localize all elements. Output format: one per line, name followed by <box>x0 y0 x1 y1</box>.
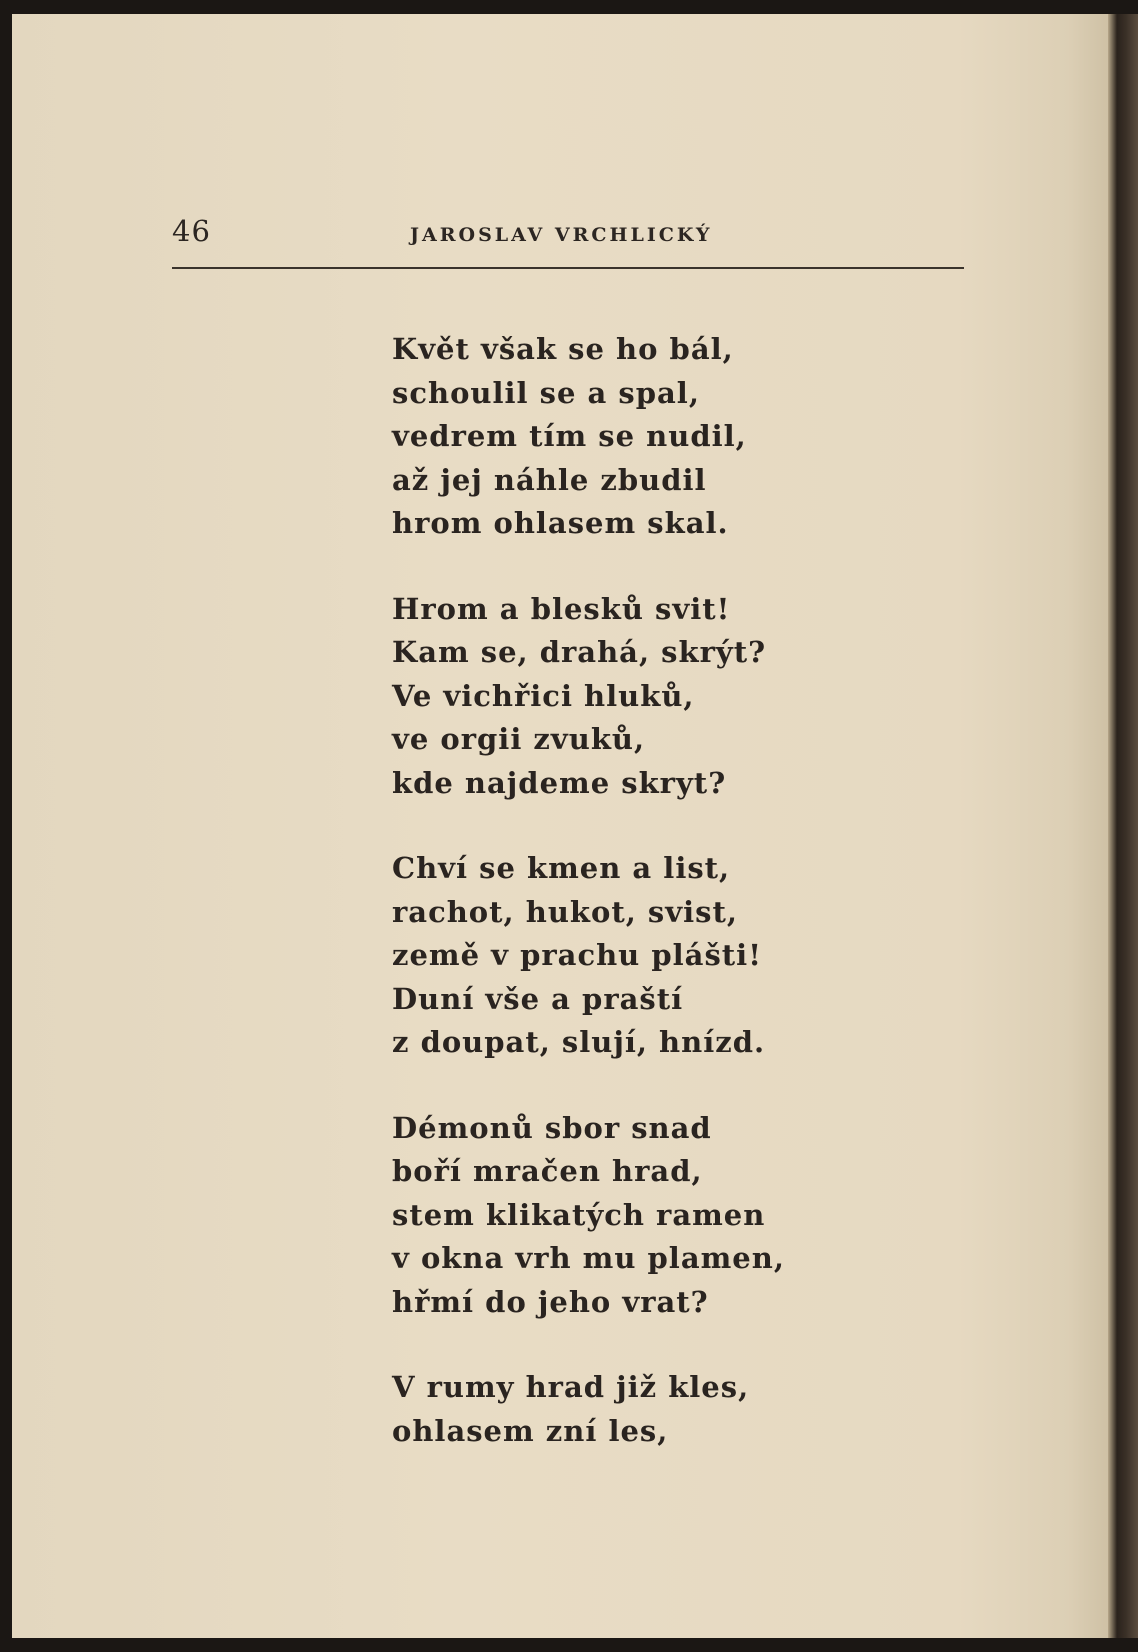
stanza <box>392 1366 785 1453</box>
verse-line: země v prachu plášti! <box>392 938 762 972</box>
verse-line: vedrem tím se nudil, <box>392 419 747 453</box>
verse-line: hrom ohlasem skal. <box>392 506 729 540</box>
header-rule <box>172 267 964 269</box>
page-paper <box>12 14 1124 1638</box>
verse-line: až jej náhle zbudil <box>392 462 707 497</box>
stanza <box>392 1107 785 1325</box>
stanza <box>392 847 785 1065</box>
verse-line: v okna vrh mu plamen, <box>392 1241 785 1275</box>
book-gutter-edge <box>1108 14 1138 1638</box>
verse-line: V rumy hrad již kles, <box>392 1370 750 1404</box>
verse-line: z doupat, slují, hnízd. <box>392 1025 766 1059</box>
poem-text <box>392 328 785 1495</box>
verse-line: stem klikatých ramen <box>392 1197 766 1232</box>
stanza <box>392 328 785 546</box>
verse-line: Kam se, drahá, skrýt? <box>392 635 767 669</box>
verse-line: Ve vichřici hluků, <box>392 678 695 713</box>
verse-line: Chví se kmen a list, <box>392 851 731 885</box>
verse-line: ve orgii zvuků, <box>392 722 646 756</box>
verse-line: Duní vše a praští <box>392 981 684 1016</box>
stanza <box>392 588 785 806</box>
verse-line: boří mračen hrad, <box>392 1154 703 1188</box>
verse-line: Hrom a blesků svit! <box>392 591 731 626</box>
running-head-title: JAROSLAV VRCHLICKÝ <box>410 224 713 246</box>
verse-line: schoulil se a spal, <box>392 375 700 410</box>
verse-line: Květ však se ho bál, <box>392 332 734 366</box>
verse-line: rachot, hukot, svist, <box>392 894 738 929</box>
verse-line: hřmí do jeho vrat? <box>392 1284 709 1319</box>
page-number: 46 <box>172 214 211 248</box>
verse-line: ohlasem zní les, <box>392 1413 669 1448</box>
verse-line: Démonů sbor snad <box>392 1110 712 1145</box>
verse-line: kde najdeme skryt? <box>392 765 727 800</box>
